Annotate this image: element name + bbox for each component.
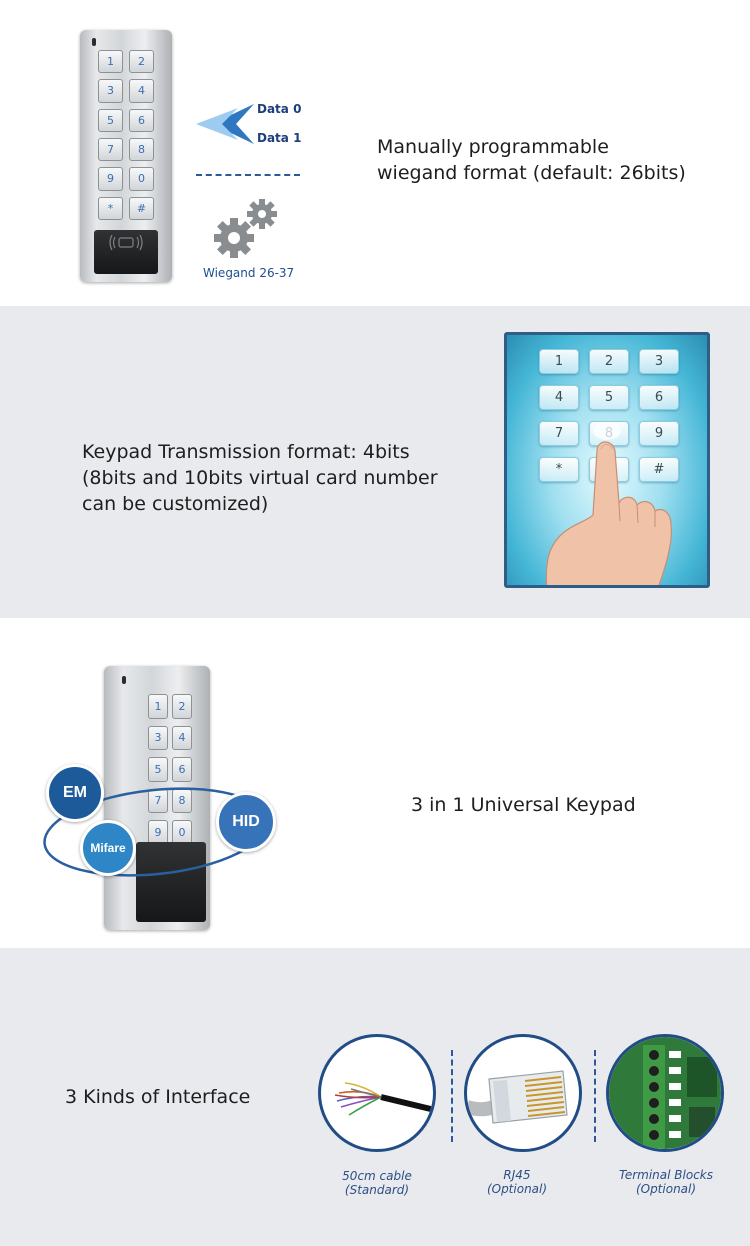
signal-label-data0: Data 0	[257, 102, 302, 116]
interface-name: RJ45	[503, 1168, 531, 1182]
chevron-arrow-icon	[192, 102, 256, 146]
keypad-grid	[98, 50, 154, 220]
keypad-key: 2	[589, 349, 629, 374]
keypad-key: 2	[172, 694, 192, 719]
keypad-device	[80, 30, 172, 282]
card-reader-area	[94, 230, 158, 274]
gears-icon	[212, 196, 280, 258]
keypad-key: 7	[98, 138, 123, 161]
interface-note: (Optional)	[486, 1182, 548, 1196]
keypad-key: 5	[98, 109, 123, 132]
divider-line	[196, 174, 300, 176]
interface-circle-terminal	[606, 1034, 724, 1152]
section-keypad-transmission	[0, 306, 750, 618]
status-led	[92, 38, 96, 46]
interface-circle-rj45	[464, 1034, 582, 1152]
keypad-key: 9	[98, 167, 123, 190]
keypad-key: 5	[589, 385, 629, 410]
interface-label-rj45	[458, 1168, 576, 1196]
transmission-caption: Keypad Transmission format: 4bits (8bits and 10bits virtual card number can be customized)	[82, 441, 438, 515]
keypad-key: 3	[98, 79, 123, 102]
interface-circle-cable	[318, 1034, 436, 1152]
wiegand-label: Wiegand 26-37	[203, 266, 295, 280]
rfid-icon	[94, 232, 158, 254]
universal-caption: 3 in 1 Universal Keypad	[411, 794, 636, 816]
cable-icon	[321, 1037, 436, 1152]
keypad-key: #	[639, 457, 679, 482]
keypad-key: 0	[129, 167, 154, 190]
interface-name: 50cm cable	[342, 1169, 412, 1183]
interface-note: (Optional)	[635, 1182, 697, 1196]
keypad-key: 7	[539, 421, 579, 446]
interface-name: Terminal Blocks	[618, 1168, 713, 1182]
keypad-key: 6	[172, 757, 192, 782]
interface-caption: 3 Kinds of Interface	[65, 1086, 251, 1108]
interface-divider	[451, 1050, 453, 1142]
keypad-key: 2	[129, 50, 154, 73]
keypad-key: 4	[172, 726, 192, 751]
bubble-em: EM	[46, 764, 104, 822]
keypad-key: 1	[148, 694, 168, 719]
terminal-block-icon	[609, 1037, 724, 1152]
section-interfaces	[0, 948, 750, 1246]
keypad-key: *	[539, 457, 579, 482]
interface-label-cable	[318, 1169, 436, 1197]
keypad-key: 5	[148, 757, 168, 782]
rj45-icon	[467, 1037, 582, 1152]
bubble-mifare: Mifare	[80, 820, 136, 876]
pointing-hand-icon	[507, 335, 710, 588]
keypad-key: *	[98, 197, 123, 220]
interface-label-terminal	[606, 1168, 726, 1196]
signal-label-data1: Data 1	[257, 131, 302, 145]
keypad-key: 6	[129, 109, 154, 132]
keypad-key: 3	[639, 349, 679, 374]
keypad-key: 8	[172, 789, 192, 814]
keypad-key: 4	[539, 385, 579, 410]
bubble-hid: HID	[216, 792, 276, 852]
keypad-key: 1	[539, 349, 579, 374]
keypad-key: 9	[639, 421, 679, 446]
keypad-key: 7	[148, 789, 168, 814]
keypad-key: #	[129, 197, 154, 220]
keypad-touch-photo	[504, 332, 710, 588]
keypad-key: 4	[129, 79, 154, 102]
interface-divider	[594, 1050, 596, 1142]
keypad-key: 6	[639, 385, 679, 410]
keypad-key: 8	[129, 138, 154, 161]
keypad-key: 1	[98, 50, 123, 73]
interface-note: (Standard)	[344, 1183, 410, 1197]
wiegand-caption: Manually programmable wiegand format (default: 26bits)	[377, 136, 686, 184]
keypad-key: 9	[148, 820, 168, 845]
status-led	[122, 676, 126, 684]
section-wiegand-format	[0, 0, 750, 306]
keypad-key: 0	[172, 820, 192, 845]
keypad-key: 3	[148, 726, 168, 751]
section-universal-keypad	[0, 618, 750, 948]
